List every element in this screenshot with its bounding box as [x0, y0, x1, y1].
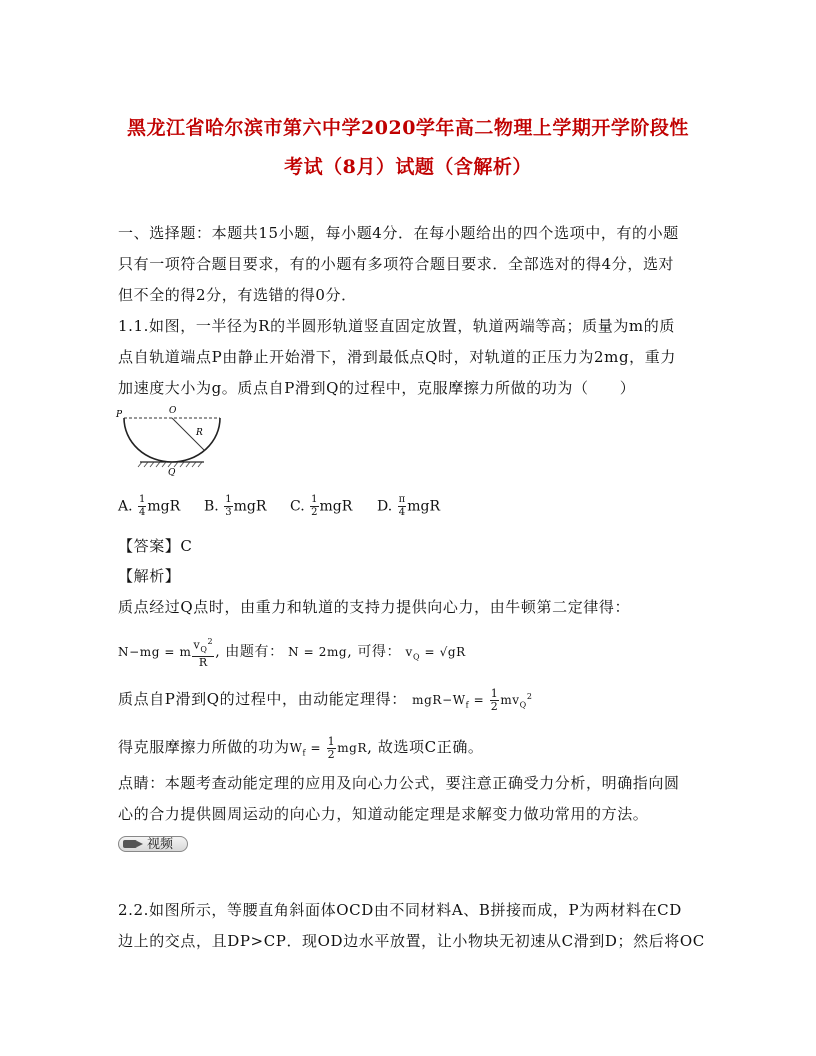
- choice-d: D. $\frac{\pi}{4}$ mgR: [377, 494, 440, 518]
- label-p: P: [116, 410, 123, 420]
- video-button[interactable]: [118, 836, 188, 852]
- section-intro-line-3: 但不全的得2分，有选错的得0分．: [118, 286, 357, 304]
- question1-stem-line-1: 1.1.如图，一半径为R的半圆形轨道竖直固定放置，轨道两端等高；质量为m的质: [118, 317, 675, 335]
- question1-stem-line-2: 点自轨道端点P由静止开始滑下，滑到最低点Q时，对轨道的正压力为2mg，重力: [118, 348, 676, 366]
- analysis-line-3: 质点自P滑到Q的过程中，由动能定理得： $mgR-W_f$ = $\frac{1}{2}$ $mv_Q^2$: [118, 687, 533, 713]
- analysis-equation-1: N−mg = m $\frac{v_Q^2}{R}$ , 由题有： N = 2mg, 可得： $v_Q = √gR$: [118, 637, 466, 669]
- label-q: Q: [168, 468, 176, 476]
- label-o: O: [169, 406, 177, 416]
- choice-c: C. $\frac{1}{2}$ mgR: [290, 494, 353, 518]
- page-title-line-2: 考试（8月）试题（含解析）: [284, 156, 532, 178]
- section-intro-line-2: 只有一项符合题目要求，有的小题有多项符合题目要求．全部选对的得4分，选对: [118, 255, 675, 273]
- page-title-line-1: 黑龙江省哈尔滨市第六中学2020学年高二物理上学期开学阶段性: [127, 117, 689, 139]
- answer-line: 【答案】C: [118, 537, 193, 555]
- question1-stem-line-3: 加速度大小为g。质点自P滑到Q的过程中，克服摩擦力所做的功为（ ）: [118, 379, 636, 397]
- choice-b: B. $\frac{1}{3}$ mgR: [204, 494, 267, 518]
- semicircle-track: [124, 418, 220, 462]
- question1-figure: [112, 404, 232, 476]
- section-intro-line-1: 一、选择题：本题共15小题，每小题4分．在每小题给出的四个选项中，有的小题: [118, 224, 679, 242]
- question2-stem-line-1: 2.2.如图所示，等腰直角斜面体OCD由不同材料A、B拼接而成，P为两材料在CD: [118, 901, 682, 919]
- question2-stem-line-2: 边上的交点，且DP>CP．现OD边水平放置，让小物块无初速从C滑到D；然后将OC: [118, 932, 705, 950]
- label-r: R: [196, 428, 203, 438]
- analysis-line-4: 得克服摩擦力所做的功为$W_f$ = $\frac{1}{2}$ mgR, 故选项C正确。: [118, 735, 484, 761]
- comment-line-2: 心的合力提供圆周运动的向心力，知道动能定理是求解变力做功常用的方法。: [118, 805, 649, 823]
- comment-line-1: 点睛：本题考查动能定理的应用及向心力公式，要注意正确受力分析，明确指向圆: [118, 774, 680, 792]
- analysis-heading: 【解析】: [118, 567, 181, 585]
- choice-a: A. $\frac{1}{4}$ mgR: [118, 494, 181, 518]
- analysis-line-1: 质点经过Q点时，由重力和轨道的支持力提供向心力，由牛顿第二定律得：: [118, 598, 631, 616]
- video-camera-icon: [123, 840, 137, 848]
- video-button-label: 视频: [147, 837, 174, 852]
